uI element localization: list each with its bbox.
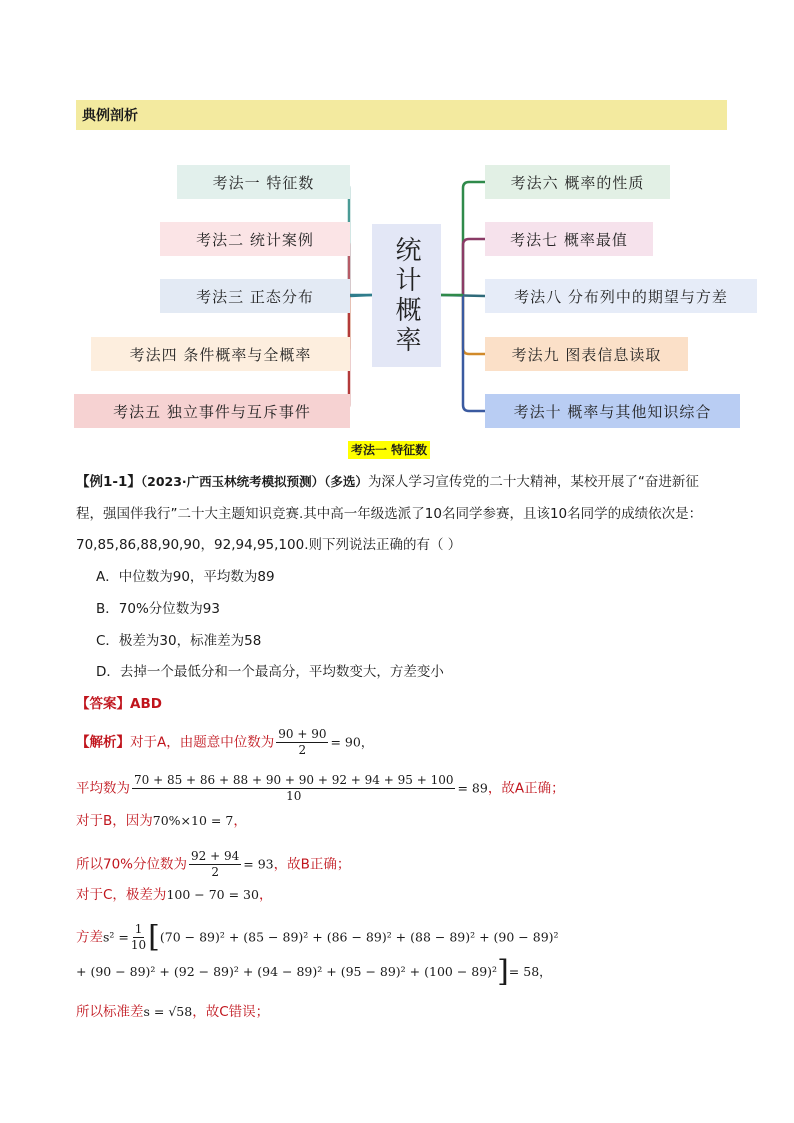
left-bracket: [: [148, 919, 160, 955]
denominator: 10: [286, 789, 302, 803]
section-header: [76, 100, 727, 130]
numerator: 70 + 85 + 86 + 88 + 90 + 90 + 92 + 94 + 95 + 100: [134, 773, 454, 787]
math-expr: s = √58: [143, 1004, 193, 1019]
analysis-line-2: [76, 773, 565, 804]
math-expr: s² =: [103, 929, 129, 945]
right-connector-2: [463, 239, 485, 295]
left-topic-node-2: 考法二 统计案例: [160, 222, 350, 256]
numerator: 1: [134, 922, 143, 936]
math-expr: + (90 − 89)² + (92 − 89)² + (94 − 89)² + (95 − 89)² + (100 − 89)²: [76, 964, 498, 979]
left-topic-node-5: 考法五 独立事件与互斥事件: [74, 394, 350, 428]
analysis-text: ，故B正确；: [273, 856, 351, 873]
answer-label: 【答案】: [76, 696, 130, 712]
right-topic-node-5: 考法十 概率与其他知识综合: [485, 394, 740, 428]
left-topic-node-1: 考法一 特征数: [177, 165, 350, 199]
answer-value: ABD: [130, 696, 162, 712]
math-expr: 70%×10 = 7: [152, 813, 234, 828]
analysis-line-7: [76, 954, 552, 989]
denominator: 10: [130, 938, 147, 952]
math-expr: = 93: [243, 856, 274, 872]
analysis-line-3: [76, 811, 247, 831]
right-topic-node-2: 考法七 概率最值: [485, 222, 653, 256]
mindmap-center-label: 统计概率: [391, 235, 421, 356]
analysis-text: ，故C错误；: [192, 1004, 270, 1020]
numerator: 90 + 90: [278, 727, 327, 741]
option-a: A．中位数为90，平均数为89: [96, 569, 275, 585]
right-topic-node-1: 考法六 概率的性质: [485, 165, 670, 199]
math-expr: 100 − 70 = 30: [166, 887, 259, 902]
numerator: 92 + 94: [191, 849, 240, 863]
right-topic-node-3: 考法八 分布列中的期望与方差: [485, 279, 757, 313]
analysis-line-5: [76, 885, 272, 905]
analysis-text: ，故A正确；: [487, 780, 565, 797]
answer-line: [76, 694, 162, 714]
option-c: C．极差为30，标准差为58: [96, 633, 262, 649]
fraction: [131, 922, 146, 953]
denominator: 2: [211, 865, 219, 879]
math-expr: (70 − 89)² + (85 − 89)² + (86 − 89)² + (88 − 89)² + (90 − 89)²: [159, 929, 559, 945]
analysis-text: 对于A，由题意中位数为: [130, 734, 275, 751]
analysis-line-6: [76, 919, 559, 955]
math-expr: = 58，: [508, 964, 552, 979]
fraction: [132, 773, 455, 804]
analysis-line-1: [76, 727, 373, 758]
right-bracket: ]: [497, 954, 509, 989]
analysis-text: 所以70%分位数为: [76, 856, 188, 873]
option-d: D．去掉一个最低分和一个最高分，平均数变大，方差变小: [96, 664, 444, 680]
math-expr: = 90，: [330, 734, 374, 750]
example-line-2: 程，强国伴我行”二十大主题知识竞赛.其中高一年级选派了10名同学参赛，且该10名同学的成绩依次是：: [76, 506, 703, 522]
analysis-line-8: [76, 1002, 269, 1022]
example-text-1: 为深人学习宣传党的二十大精神，某校开展了“奋进新征: [367, 474, 699, 490]
left-topic-node-3: 考法三 正态分布: [160, 279, 350, 313]
mindmap-center: [372, 224, 441, 367]
analysis-text: ，: [233, 813, 247, 829]
analysis-line-4: [76, 849, 350, 880]
analysis-text: 平均数为: [76, 780, 130, 797]
option-b: B．70%分位数为93: [96, 601, 220, 617]
analysis-text: ，: [258, 887, 273, 903]
example-line-1: [76, 472, 699, 492]
example-source: （2023·广西玉林统考模拟预测）（多选）: [140, 474, 368, 489]
left-topic-node-4: 考法四 条件概率与全概率: [91, 337, 350, 371]
denominator: 2: [298, 743, 307, 757]
analysis-text: 对于B，因为: [76, 813, 153, 829]
analysis-text: 所以标准差: [76, 1004, 144, 1020]
right-topic-node-4: 考法九 图表信息读取: [485, 337, 688, 371]
right-connector-4: [463, 295, 485, 354]
analysis-text: 方差: [76, 929, 103, 946]
analysis-label: 【解析】: [76, 734, 130, 751]
fraction: [276, 727, 328, 758]
subtitle: 考法一 特征数: [348, 441, 430, 459]
fraction: [189, 849, 241, 880]
math-expr: = 89: [457, 780, 488, 796]
example-line-3: 70,85,86,88,90,90，92,94,95,100.则下列说法正确的有（ ）: [76, 537, 462, 553]
analysis-text: 对于C，极差为: [76, 887, 167, 903]
example-tag: 【例1-1】: [76, 474, 141, 490]
section-title: 典例剖析: [82, 108, 138, 124]
